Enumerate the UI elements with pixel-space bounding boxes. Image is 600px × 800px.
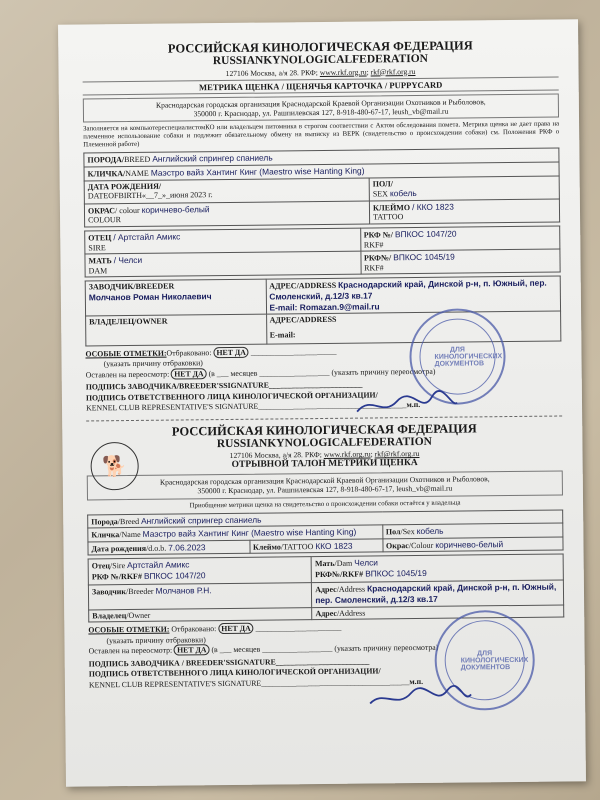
top-title-en: RUSSIANKYNOLOGICALFEDERATION [212,53,429,68]
bottom-reject-reason: (указать причину отбраковки) [106,634,206,646]
bottom-special-marks: ОСОБЫЕ ОТМЕТКИ: Отбраковано: НЕТ ДА ______________________ [88,623,342,635]
document-sheet [58,19,586,786]
bottom-signature-icon [365,682,475,713]
bottom-colour-cell: Окрас/Colour коричнево-белый [382,537,563,552]
top-org-box: Краснодарская городская организация Краснодарской Краевой Организации Охотников и Рыболовов, 350000 г. Краснодар, ул. Рашпилевская 127, 8-918-480-67-17, leush_vb@mail.ru [83,93,559,122]
top-email-link[interactable]: rkf@rkf.org.ru [370,66,416,77]
bottom-card-title: ОТРЫВНОЙ ТАЛОН МЕТРИКИ ЩЕНКА [231,458,418,471]
top-owner-address-cell: АДРЕС/ADDRESS E-mail: [266,311,561,344]
top-sire-cell: ОТЕЦ / Артстайл Амикс SIRE [85,228,361,254]
bottom-breeder-signature: ПОДПИСЬ ЗАВОДЧИКА / BREEDER'SSIGNATURE________________________ [88,656,370,669]
bottom-sex-cell: Пол/Sex кобель [382,523,563,538]
top-dob-cell: ДАТА РОЖДЕНИЯ/ DATEOFBIRTH«__7_»_июня 2023 г. [84,178,369,204]
top-name-cell: КЛИЧКА/NAME Маэстро вайз Хантинг Кинг (Maestro wise Hanting King) [84,162,559,181]
top-contacts: 127106 Москва, а/я 28. РКФ; www.rkf.org.ru; rkf@rkf.org.ru [225,66,416,78]
bottom-owner-address-cell: Адрес/Address [312,605,564,620]
rkf-logo-icon: 🐕 [90,442,139,491]
bottom-org-box: Краснодарская городская организация Краснодарской Краевой Организации Охотников и Рыболовов, 350000 г. Краснодар, ул. Рашпилевская 127, 8-918-480-67-17, leush_vb@mail.ru [87,471,563,500]
top-card-title: МЕТРИКА ЩЕНКА / ЩЕНЯЧЬЯ КАРТОЧКА / PUPPYCARD [83,76,559,95]
top-breed-cell: ПОРОДА/BREED Английский спрингер спаниель [84,148,559,167]
top-note: Заполняется на компьютереспециалистомКО или владельцем питомника в строгом соответствии с Актом обследования помета. Метрика щенка не дает права на племенное использование собаки и подлежит обязательному обмену на выписку из ВЕРК (свидетельство о происхождении собаки) см. Положения РКФ о Племенной работе) [83,120,560,149]
bottom-dam-cell: Мать/Dam Челси РКФ№/RKF# ВПКОС 1045/19 [311,554,563,583]
bottom-sire-cell: Отец/Sire Артстайл Амикс РКФ №/RKF# ВПКОС 1047/20 [88,557,312,585]
top-parents-table [84,225,560,277]
top-reject-reason: (указать причину отбраковки) [103,358,203,369]
top-signature-icon [352,389,462,420]
bottom-kennel-signature: KENNEL CLUB REPRESENTATIVE'S SIGNATURE______________________________________м.п. [88,676,424,690]
bottom-tattoo-cell: Клеймо/TATTOO ККО 1823 [249,539,382,554]
bottom-dob-cell: Дата рождения/d.o.b. 7.06.2023 [88,540,250,555]
bottom-dog-table [87,509,563,556]
top-dam-rkf-cell: РКФ№/ ВПКОС 1045/19 RKF# [360,249,560,274]
bottom-email-link[interactable]: rkf@rkf.org.ru [374,449,420,459]
bottom-stamp-icon: ДЛЯ КИНОЛОГИЧЕСКИХ ДОКУМЕНТОВ [434,610,535,711]
top-title-ru: РОССИЙСКАЯ КИНОЛОГИЧЕСКАЯ ФЕДЕРАЦИЯ [167,38,473,56]
bottom-owner-cell: Владелец/Owner [89,607,312,622]
top-header [82,38,559,123]
top-review-line: Оставлен на переосмотр: НЕТ ДА (в ___ месяцев __________________ (указать причину переосмотра) [85,366,436,380]
bottom-review-line: Оставлен на переосмотр: НЕТ ДА (в ___ месяцев __________________ (указать причину переосмотра) [88,643,439,656]
top-sire-rkf-cell: РКФ №/ ВПКОС 1047/20 RKF# [360,226,560,251]
bottom-header [86,420,563,511]
bottom-note: Приобщение метрики щенка на свидетельство о происхождении собаки остаётся у владельца [189,499,461,509]
top-dam-cell: МАТЬ / Челси DAM [85,251,361,277]
top-special-marks: ОСОБЫЕ ОТМЕТКИ:Отбраковано: НЕТ ДА ______________________ [85,346,337,359]
bottom-site-link[interactable]: www.rkf.org.ru [323,449,371,460]
top-breeder-address-cell: АДРЕС/ADDRESS Краснодарский край, Динской р-н, п. Южный, пер. Смоленский, д.12/3 кв.17 E-mail: Romazan.9@mail.ru [266,276,561,313]
top-kennel-signature: KENNEL CLUB REPRESENTATIVE'S SIGNATURE______________________________________м.п. [85,400,421,413]
top-colour-cell: ОКРАС/ colour коричнево-белый COLOUR [84,201,369,227]
bottom-name-cell: Кличка/Name Маэстро вайз Хантинг Кинг (Maestro wise Hanting King) [88,525,383,542]
top-breeder-signature: ПОДПИСЬ ЗАВОДЧИКА/BREEDER'SSIGNATURE________________________ [85,379,363,392]
bottom-reject-choice[interactable]: НЕТ ДА [218,623,254,634]
top-official-signature: ПОДПИСЬ ОТВЕТСТВЕННОГО ЛИЦА КИНОЛОГИЧЕСКОЙ ОРГАНИЗАЦИИ/ [85,390,378,403]
bottom-breeder-cell: Заводчик/Breeder Молчанов Р.Н. [88,583,311,610]
bottom-title-en: RUSSIANKYNOLOGICALFEDERATION [216,435,433,451]
bottom-breed-cell: Порода/Breed Английский спрингер спаниель [88,510,563,529]
top-owner-cell: ВЛАДЕЛЕЦ/OWNER [86,314,267,346]
bottom-title-ru: РОССИЙСКАЯ КИНОЛОГИЧЕСКАЯ ФЕДЕРАЦИЯ [171,421,477,439]
top-site-link[interactable]: www.rkf.org.ru [319,67,367,77]
top-breeder-cell: ЗАВОДЧИК/BREEDER Молчанов Роман Николаевич [85,279,266,315]
top-tattoo-cell: КЛЕЙМО / ККО 1823 TATTOO [369,199,559,224]
top-reject-choice[interactable]: НЕТ ДА [213,346,249,357]
bottom-breeder-address-cell: Адрес/Address Краснодарский край, Динской р-н, п. Южный, пер. Смоленский, д.12/3 кв.17 [312,580,564,607]
top-dog-table [83,148,560,228]
bottom-contacts: 127106 Москва, а/я 28. РКФ; www.rkf.org.ru; rkf@rkf.org.ru [229,449,420,461]
bottom-review-choice[interactable]: НЕТ ДА [174,644,210,655]
top-stamp-icon: ДЛЯ КИНОЛОГИЧЕСКИХ ДОКУМЕНТОВ [409,308,506,405]
bottom-official-signature: ПОДПИСЬ ОТВЕТСТВЕННОГО ЛИЦА КИНОЛОГИЧЕСКОЙ ОРГАНИЗАЦИИ/ [88,666,381,679]
top-review-choice[interactable]: НЕТ ДА [171,368,207,379]
top-sex-cell: ПОЛ/ SEX кобель [369,176,559,201]
